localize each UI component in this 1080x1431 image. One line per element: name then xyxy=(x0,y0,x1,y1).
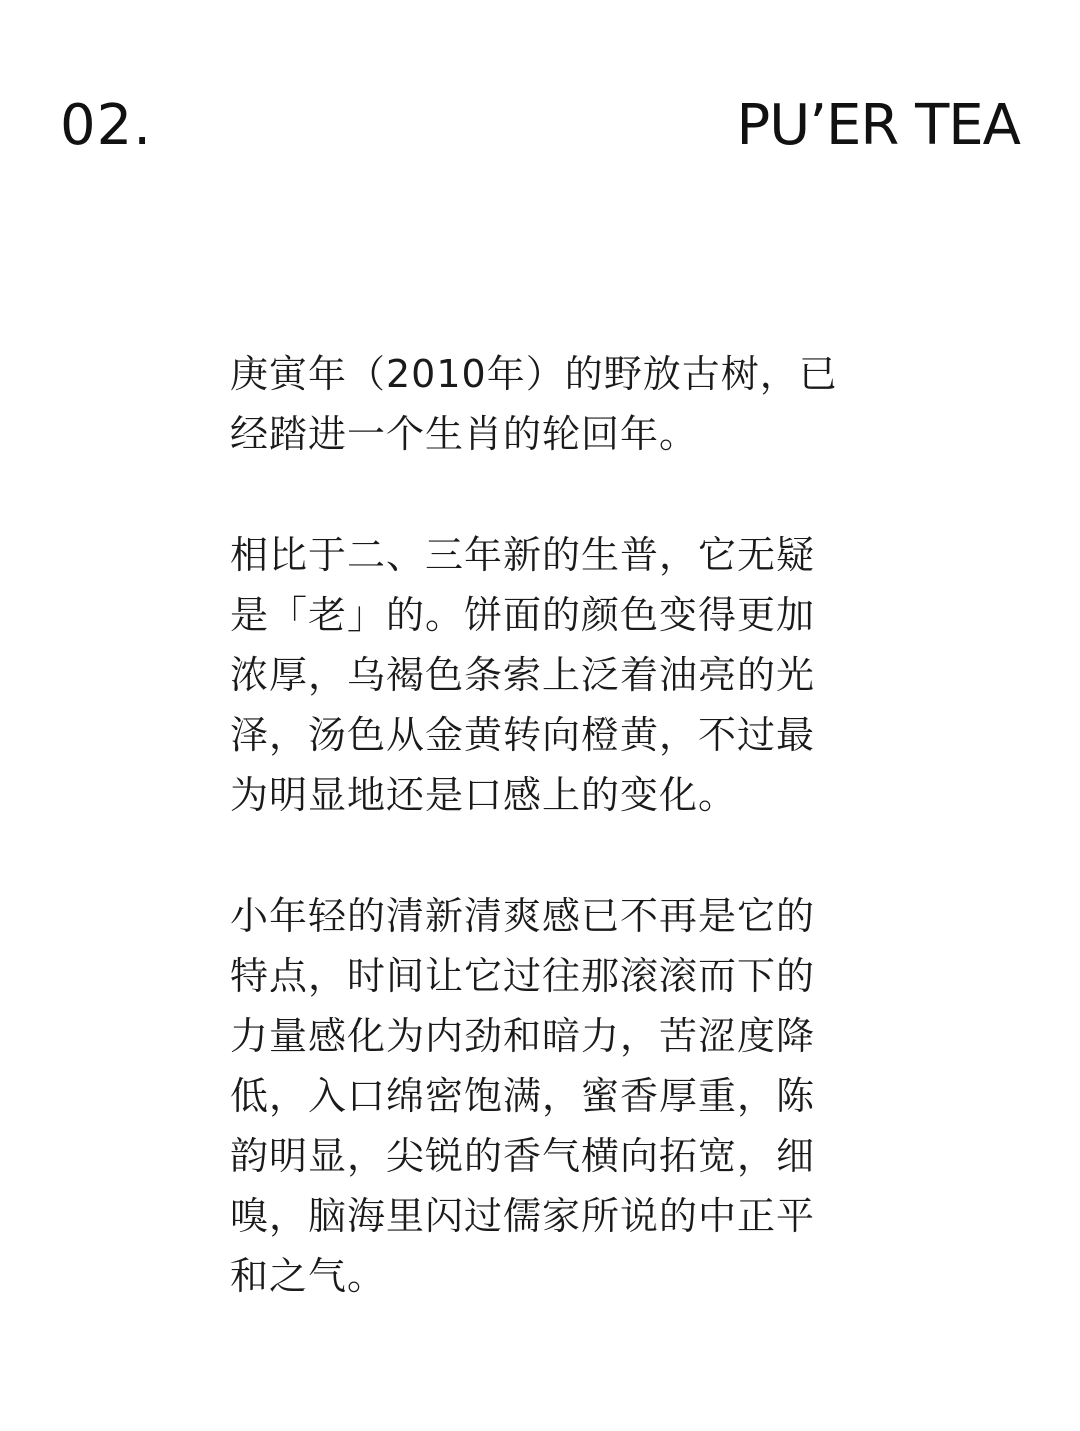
text-line: 力量感化为内劲和暗力，苦涩度降 xyxy=(230,1014,816,1058)
text-line: 特点，时间让它过往那滚滚而下的 xyxy=(230,954,816,998)
page-number: 02. xyxy=(60,93,153,158)
page-title: PU’ER TEA xyxy=(736,93,1020,158)
text-line: 低，入口绵密饱满，蜜香厚重，陈 xyxy=(230,1074,816,1118)
paragraph-intro xyxy=(230,344,850,464)
paragraph-taste xyxy=(230,886,850,1306)
text-line: 嗅，脑海里闪过儒家所说的中正平 xyxy=(230,1194,816,1238)
text-line: 为明显地还是口感上的变化。 xyxy=(230,773,738,817)
text-line: 经踏进一个生肖的轮回年。 xyxy=(230,412,699,456)
text-line: 是「老」的。饼面的颜色变得更加 xyxy=(230,593,816,637)
text-line: 韵明显，尖锐的香气横向拓宽，细 xyxy=(230,1134,816,1178)
text-line: 和之气。 xyxy=(230,1254,387,1298)
text-line: 浓厚，乌褐色条索上泛着油亮的光 xyxy=(230,653,816,697)
article-body xyxy=(230,344,850,1306)
paragraph-appearance xyxy=(230,525,850,825)
text-line: 小年轻的清新清爽感已不再是它的 xyxy=(230,894,816,938)
text-line: 庚寅年（2010年）的野放古树，已 xyxy=(230,352,838,396)
text-line: 相比于二、三年新的生普，它无疑 xyxy=(230,533,816,577)
text-line: 泽，汤色从金黄转向橙黄，不过最 xyxy=(230,713,816,757)
